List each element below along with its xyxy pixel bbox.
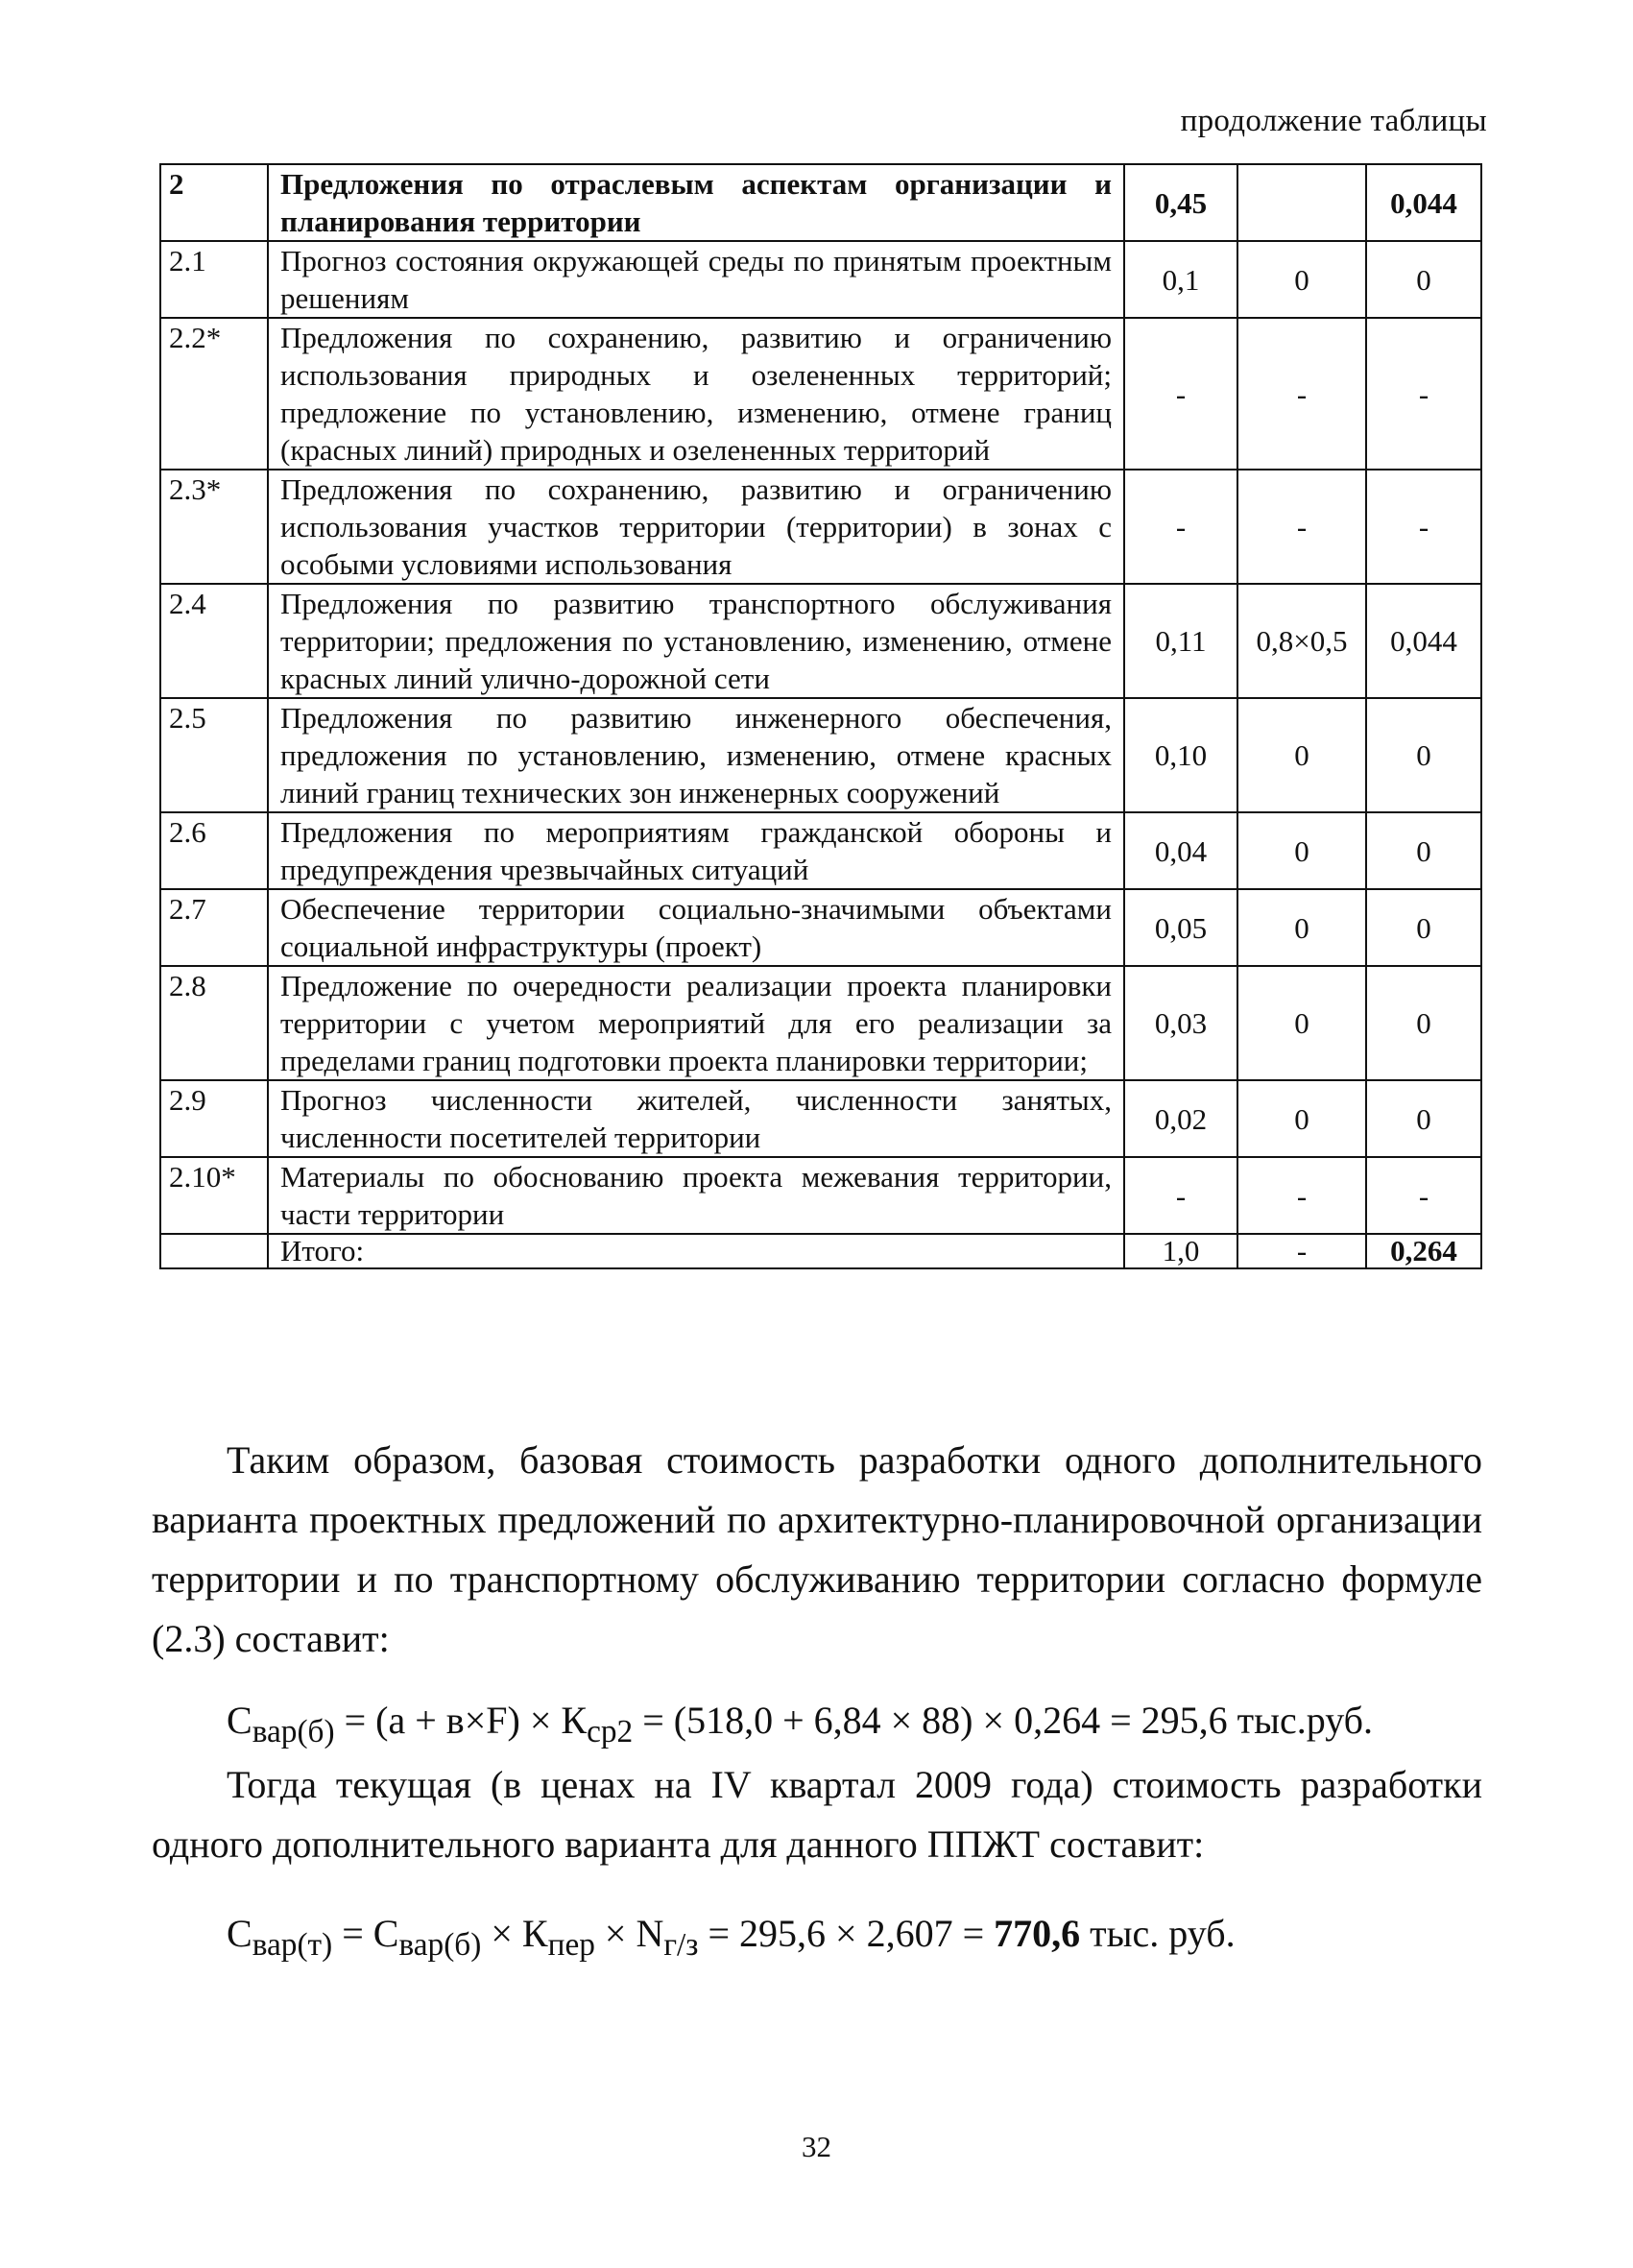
row-weight: 0,10 — [1124, 698, 1237, 812]
row-coefficient: 0 — [1237, 698, 1366, 812]
continuation-label: продолжение таблицы — [1180, 104, 1487, 138]
formula2-a: С — [227, 1912, 252, 1955]
row-number: 2.6 — [160, 812, 268, 889]
row-result: 0 — [1366, 889, 1481, 966]
formula2-e: = 295,6 × 2,607 = — [698, 1912, 995, 1955]
total-coefficient: - — [1237, 1234, 1366, 1268]
row-description: Предложения по развитию инженерного обеспечения, предложения по установлению, изменению, отмене красных линий границ технических зон инженерных сооружений — [268, 698, 1124, 812]
row-number: 2.5 — [160, 698, 268, 812]
row-number: 2.1 — [160, 241, 268, 318]
formula2-unit: тыс. руб. — [1080, 1912, 1236, 1955]
formula-base-cost — [227, 1698, 1373, 1750]
row-coefficient: - — [1237, 318, 1366, 470]
table-total-row — [160, 1234, 1481, 1268]
row-coefficient: - — [1237, 1157, 1366, 1234]
row-coefficient: 0,8×0,5 — [1237, 584, 1366, 698]
row-weight: 0,11 — [1124, 584, 1237, 698]
row-number: 2.4 — [160, 584, 268, 698]
row-weight: 0,02 — [1124, 1080, 1237, 1157]
row-result: 0 — [1366, 1080, 1481, 1157]
formula2-a-sub: вар(т) — [252, 1927, 333, 1963]
row-result: 0 — [1366, 241, 1481, 318]
row-description: Материалы по обоснованию проекта межевания территории, части территории — [268, 1157, 1124, 1234]
paragraph-summary: Таким образом, базовая стоимость разработки одного дополнительного варианта проектных предложений по архитектурно-планировочной организации территории и по транспортному обслуживанию территории согласно формуле (2.3) составит: — [152, 1438, 1482, 1660]
row-weight: 0,1 — [1124, 241, 1237, 318]
formula-mid: = (а + в×F) × К — [334, 1699, 588, 1742]
row-number: 2 — [160, 164, 268, 241]
row-description: Предложения по отраслевым аспектам организации и планирования территории — [268, 164, 1124, 241]
row-number: 2.9 — [160, 1080, 268, 1157]
formula-rhs: = (518,0 + 6,84 × 88) × 0,264 = 295,6 тыс.руб. — [633, 1699, 1374, 1742]
row-result: 0 — [1366, 812, 1481, 889]
table-row — [160, 889, 1481, 966]
table-row — [160, 698, 1481, 812]
row-description: Прогноз состояния окружающей среды по принятым проектным решениям — [268, 241, 1124, 318]
row-coefficient: 0 — [1237, 1080, 1366, 1157]
formula-mid-sub: ср2 — [587, 1714, 634, 1749]
row-description: Предложения по развитию транспортного обслуживания территории; предложения по установлению, изменению, отмене красных линий улично-дорожной сети — [268, 584, 1124, 698]
row-description: Предложение по очередности реализации проекта планировки территории с учетом мероприятий для его реализации за пределами границ подготовки проекта планировки территории; — [268, 966, 1124, 1080]
paragraph-current-cost: Тогда текущая (в ценах на IV квартал 2009 года) стоимость разработки одного дополнительного варианта для данного ППЖТ составит: — [152, 1763, 1482, 1866]
table-row — [160, 584, 1481, 698]
total-empty-cell — [160, 1234, 268, 1268]
formula-current-cost — [227, 1911, 1236, 1964]
table-row — [160, 1080, 1481, 1157]
row-number: 2.2* — [160, 318, 268, 470]
table-body — [160, 164, 1481, 1268]
row-weight: 0,04 — [1124, 812, 1237, 889]
row-result: - — [1366, 470, 1481, 584]
formula2-b: = С — [332, 1912, 399, 1955]
row-coefficient: 0 — [1237, 966, 1366, 1080]
table-row — [160, 1157, 1481, 1234]
cost-table — [159, 163, 1482, 1269]
formula-lhs: С — [227, 1699, 252, 1742]
row-description: Предложения по сохранению, развитию и ограничению использования участков территории (территории) в зонах с особыми условиями использования — [268, 470, 1124, 584]
formula2-d: × N — [594, 1912, 664, 1955]
row-number: 2.8 — [160, 966, 268, 1080]
row-result: - — [1366, 1157, 1481, 1234]
table-row — [160, 318, 1481, 470]
formula2-d-sub: г/з — [663, 1927, 699, 1963]
row-description: Предложения по мероприятиям гражданской обороны и предупреждения чрезвычайных ситуаций — [268, 812, 1124, 889]
row-coefficient: 0 — [1237, 812, 1366, 889]
table-row — [160, 470, 1481, 584]
row-result: 0 — [1366, 966, 1481, 1080]
row-weight: 0,45 — [1124, 164, 1237, 241]
row-weight: 0,03 — [1124, 966, 1237, 1080]
table-row — [160, 812, 1481, 889]
total-label: Итого: — [268, 1234, 1124, 1268]
row-weight: 0,05 — [1124, 889, 1237, 966]
row-coefficient: 0 — [1237, 889, 1366, 966]
row-description: Предложения по сохранению, развитию и ограничению использования природных и озелененных территорий; предложение по установлению, изменению, отмене границ (красных линий) природных и озелененных территорий — [268, 318, 1124, 470]
row-weight: - — [1124, 1157, 1237, 1234]
total-result: 0,264 — [1366, 1234, 1481, 1268]
formula2-b-sub: вар(б) — [398, 1927, 482, 1963]
table-row — [160, 164, 1481, 241]
formula2-c: × К — [481, 1912, 548, 1955]
row-number: 2.3* — [160, 470, 268, 584]
formula-lhs-sub: вар(б) — [252, 1714, 335, 1749]
row-coefficient — [1237, 164, 1366, 241]
page-number: 32 — [802, 2130, 831, 2163]
row-result: 0,044 — [1366, 164, 1481, 241]
row-description: Обеспечение территории социально-значимыми объектами социальной инфраструктуры (проект) — [268, 889, 1124, 966]
row-result: 0,044 — [1366, 584, 1481, 698]
table-row — [160, 966, 1481, 1080]
row-weight: - — [1124, 470, 1237, 584]
row-number: 2.7 — [160, 889, 268, 966]
row-coefficient: - — [1237, 470, 1366, 584]
row-result: 0 — [1366, 698, 1481, 812]
row-number: 2.10* — [160, 1157, 268, 1234]
total-weight: 1,0 — [1124, 1234, 1237, 1268]
row-description: Прогноз численности жителей, численности занятых, численности посетителей территории — [268, 1080, 1124, 1157]
table-row — [160, 241, 1481, 318]
row-result: - — [1366, 318, 1481, 470]
formula2-result: 770,6 — [994, 1912, 1081, 1955]
row-weight: - — [1124, 318, 1237, 470]
row-coefficient: 0 — [1237, 241, 1366, 318]
formula2-c-sub: пер — [547, 1927, 595, 1963]
